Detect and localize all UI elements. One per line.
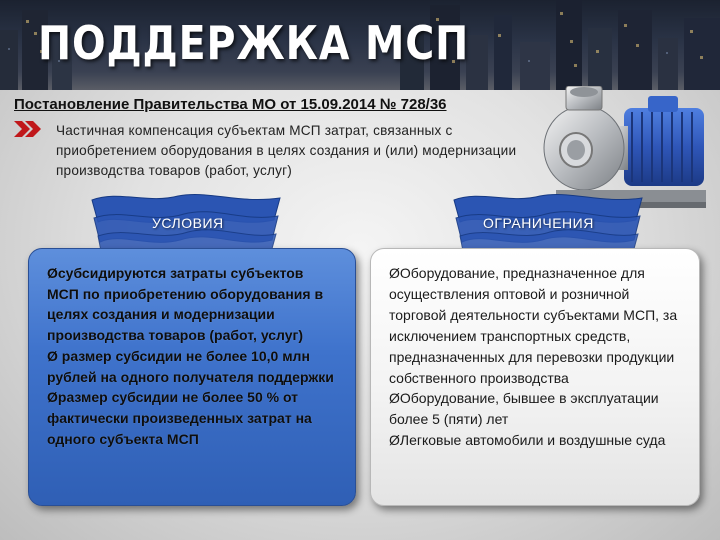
conditions-item: Øсубсидируются затраты субъектов МСП по приобретению оборудования в целях создания и модернизации производства товаров (работ, услуг): [47, 265, 324, 344]
restrictions-heading: ОГРАНИЧЕНИЯ: [483, 215, 594, 231]
conditions-item: Ø размер субсидии не более 10,0 млн рублей на одного получателя поддержки: [47, 347, 334, 385]
restrictions-list: [389, 263, 681, 451]
page-title: ПОДДЕРЖКА МСП: [38, 16, 470, 70]
conditions-list: [47, 263, 337, 449]
restrictions-item: ØОборудование, предназначенное для осуществления оптовой и розничной торговой деятельности субъектами МСП, за исключением транспортных средств, предназначенных для перевозки продукции собственного производства: [389, 265, 678, 386]
restrictions-item: ØОборудование, бывшее в эксплуатации более 5 (пяти) лет: [389, 390, 659, 428]
header-banner: [0, 0, 720, 90]
conditions-heading: УСЛОВИЯ: [152, 215, 224, 231]
double-chevron-right-icon: [14, 120, 42, 138]
conditions-panel: [28, 248, 356, 506]
restrictions-panel: [370, 248, 700, 506]
compensation-description: Частичная компенсация субъектам МСП затрат, связанных с приобретением оборудования в целях создания и (или) модернизации производства товаров (работ, услуг): [56, 123, 517, 178]
restrictions-item: ØЛегковые автомобили и воздушные суда: [389, 432, 666, 449]
resolution-reference: Постановление Правительства МО от 15.09.2014 № 728/36: [14, 96, 447, 113]
conditions-item: Øразмер субсидии не более 50 % от фактически произведенных затрат на одного субъекта МСП: [47, 389, 312, 447]
